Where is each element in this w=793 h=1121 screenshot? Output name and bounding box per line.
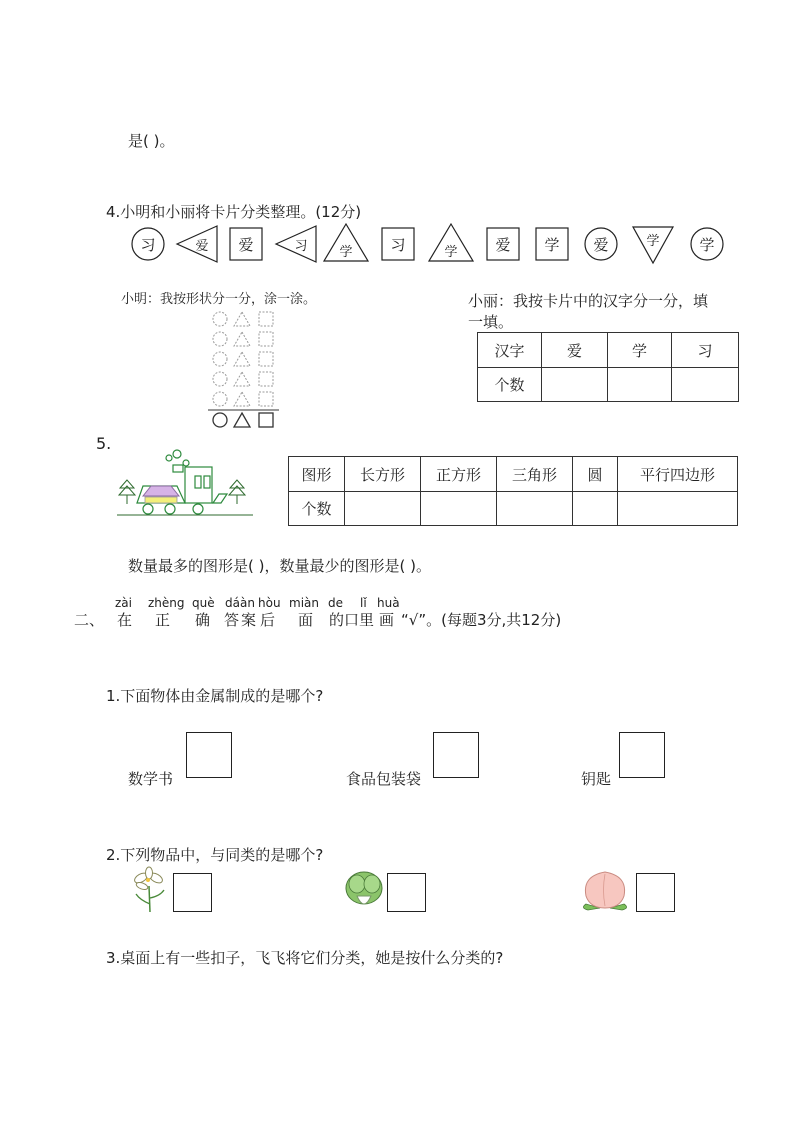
card-char: 学 <box>444 245 458 260</box>
q4-title: 4.小明和小丽将卡片分类整理。(12分) <box>106 203 362 221</box>
hanzi-9: 画 <box>379 611 395 629</box>
q5-number: 5. <box>96 434 112 453</box>
xiaoming-instruction: 小明：我按形状分一分，涂一涂。 <box>121 292 317 307</box>
pinyin-6: hòu <box>258 596 281 610</box>
s2-q3-title: 3.桌面上有一些扣子，飞飞将它们分类，她是按什么分类的? <box>106 949 504 967</box>
card-row <box>0 0 793 280</box>
hanzi-3: 确 <box>195 611 211 629</box>
answer-cell[interactable] <box>573 492 618 526</box>
pinyin-3: què <box>192 596 215 610</box>
card-square <box>487 228 519 260</box>
continued-question-line: 是( )。 <box>128 132 175 150</box>
card-square <box>230 228 262 260</box>
table-header: 图形 <box>289 457 345 492</box>
card-char: 学 <box>544 236 560 254</box>
answer-cell[interactable] <box>608 368 672 402</box>
answer-checkbox[interactable] <box>387 873 426 912</box>
card-tri-left <box>276 226 316 262</box>
hanzi-1: 在 <box>117 611 133 629</box>
section-title-end: “√”。(每题3分,共12分) <box>401 611 562 629</box>
row-label: 个数 <box>289 492 345 526</box>
hanzi-count-table <box>477 332 739 402</box>
answer-cell[interactable] <box>618 492 738 526</box>
pinyin-8: de <box>328 596 343 610</box>
card-char: 学 <box>699 236 715 254</box>
card-circle <box>691 228 723 260</box>
table-header: 学 <box>608 333 672 368</box>
card-square <box>536 228 568 260</box>
answer-cell[interactable] <box>542 368 608 402</box>
pinyin-5: àn <box>240 596 255 610</box>
answer-checkbox[interactable] <box>186 732 232 778</box>
table-header: 平行四边形 <box>618 457 738 492</box>
answer-cell[interactable] <box>672 368 739 402</box>
table-header: 汉字 <box>478 333 542 368</box>
section-number: 二、 <box>74 611 105 629</box>
card-shapes <box>0 0 793 280</box>
answer-checkbox[interactable] <box>433 732 479 778</box>
lily-flower-icon <box>128 866 170 914</box>
train-picture <box>115 448 255 518</box>
pinyin-2: zhèng <box>148 596 185 610</box>
shape-coloring-chart <box>205 308 285 433</box>
shape-count-table <box>288 456 738 526</box>
s2-q1-title: 1.下面物体由金属制成的是哪个? <box>106 687 324 705</box>
pinyin-9: lǐ <box>360 596 367 610</box>
pinyin-10: huà <box>377 596 400 610</box>
option-label: 食品包装袋 <box>346 770 422 788</box>
hanzi-2: 正 <box>155 611 171 629</box>
answer-checkbox[interactable] <box>173 873 212 912</box>
card-char: 习 <box>140 236 156 254</box>
card-square <box>382 228 414 260</box>
answer-cell[interactable] <box>345 492 421 526</box>
hanzi-4: 答 <box>224 611 240 629</box>
option-label: 钥匙 <box>581 770 612 788</box>
card-char: 学 <box>646 234 660 249</box>
table-header: 正方形 <box>421 457 497 492</box>
pinyin-1: zài <box>115 596 132 610</box>
card-tri-up <box>429 224 473 261</box>
card-tri-down <box>633 227 673 263</box>
table-header: 爱 <box>542 333 608 368</box>
card-char: 习 <box>294 239 308 254</box>
s2-q2-title: 2.下列物品中，与同类的是哪个? <box>106 846 324 864</box>
answer-checkbox[interactable] <box>619 732 665 778</box>
card-char: 爱 <box>195 239 209 254</box>
table-header: 圆 <box>573 457 618 492</box>
answer-cell[interactable] <box>421 492 497 526</box>
hanzi-7: 面 <box>298 611 314 629</box>
card-char: 爱 <box>238 236 254 254</box>
xiaoli-instruction-1: 小丽：我按卡片中的汉字分一分，填 <box>468 292 709 310</box>
card-char: 习 <box>390 236 406 254</box>
row-label: 个数 <box>478 368 542 402</box>
card-char: 爱 <box>495 236 511 254</box>
card-char: 爱 <box>593 236 609 254</box>
hanzi-6: 后 <box>260 611 276 629</box>
card-char: 学 <box>339 245 353 260</box>
table-header: 长方形 <box>345 457 421 492</box>
cabbage-icon <box>343 866 385 914</box>
answer-checkbox[interactable] <box>636 873 675 912</box>
card-tri-left <box>177 226 217 262</box>
q5-question: 数量最多的图形是( )，数量最少的图形是( )。 <box>128 557 431 575</box>
pinyin-7: miàn <box>289 596 319 610</box>
option-label: 数学书 <box>128 770 174 788</box>
card-circle <box>132 228 164 260</box>
card-tri-up <box>324 224 368 261</box>
table-header: 三角形 <box>497 457 573 492</box>
answer-cell[interactable] <box>497 492 573 526</box>
peach-icon <box>578 868 632 914</box>
hanzi-5: 案 <box>241 611 257 629</box>
card-circle <box>585 228 617 260</box>
xiaoli-instruction-2: 一填。 <box>468 313 514 331</box>
table-header: 习 <box>672 333 739 368</box>
pinyin-4: dá <box>225 596 240 610</box>
hanzi-8: 的口里 <box>329 611 375 629</box>
